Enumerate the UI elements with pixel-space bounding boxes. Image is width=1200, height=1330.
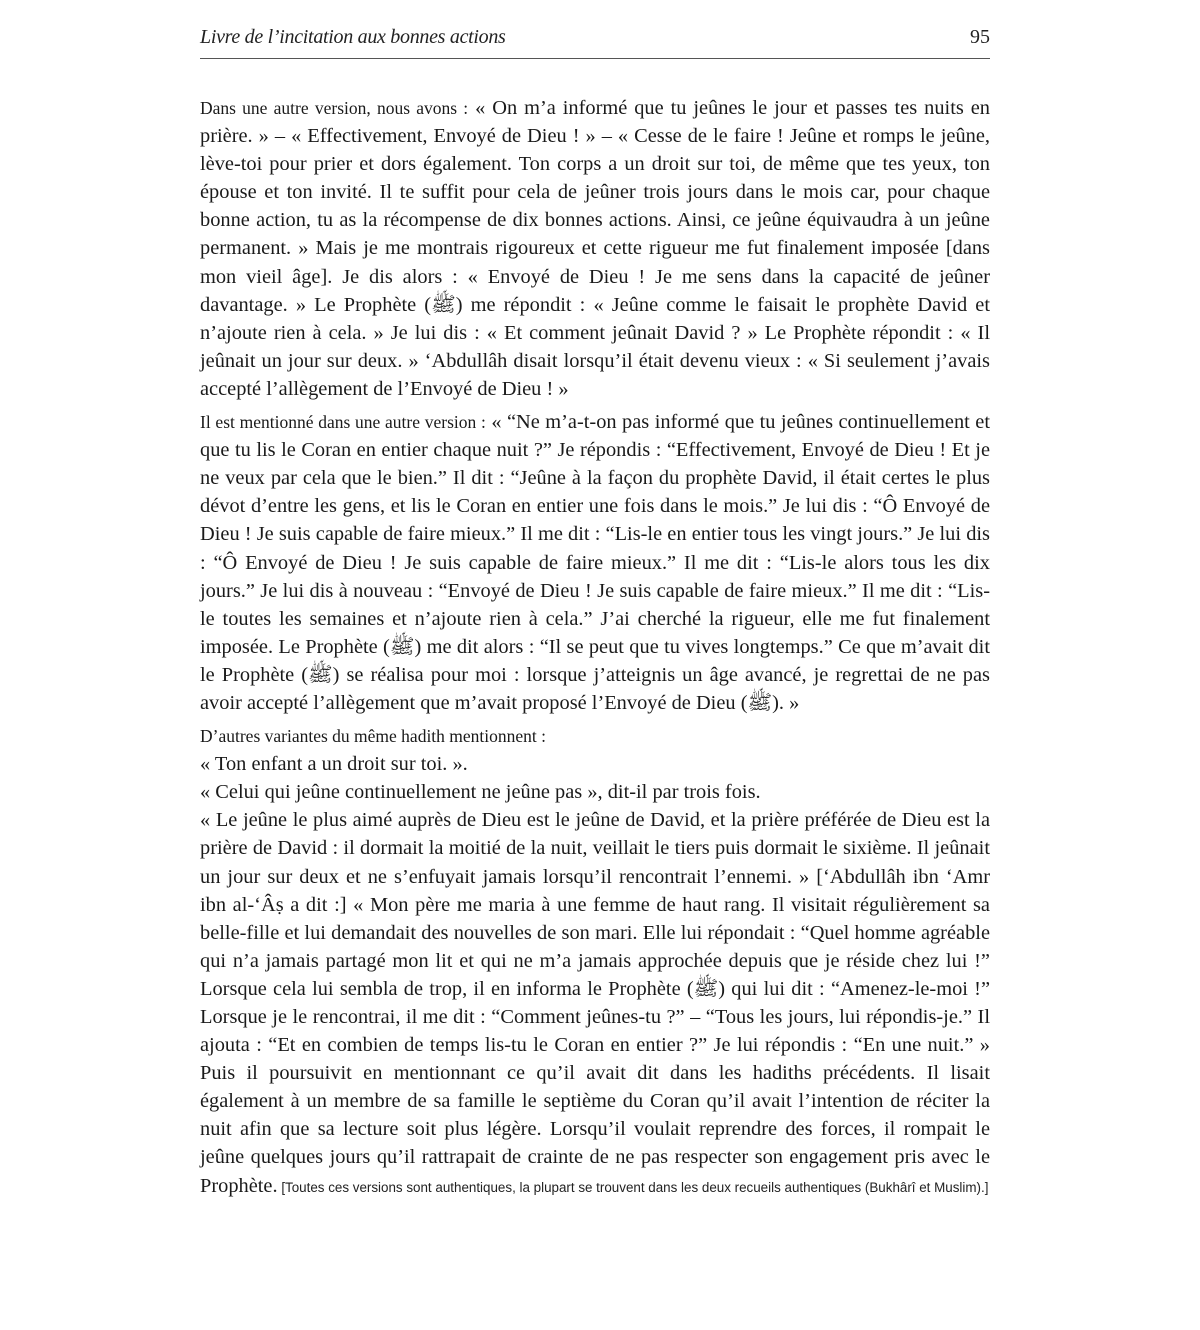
paragraph-variants-intro: [200, 722, 990, 750]
paragraph-text: « Celui qui jeûne continuellement ne jeûne pas », dit-il par trois fois.: [200, 781, 761, 804]
paragraph-text: « “Ne m’a-t-on pas informé que tu jeûnes continuellement et que tu lis le Coran en entier chaque nuit ?” Je répondis : “Effectivement, Envoyé de Dieu ! Et je ne veux par cela que le bien.” Il dit : “Jeûne à la façon du prophète David, il était certes le plus dévot d’entre les gens, et lis le Coran en entier une fois dans le mois.” Je lui dis : “Ô Envoyé de Dieu ! Je suis capable de faire mieux.” Il me dit : “Lis-le en entier tous les vingt jours.” Je lui dis : “Ô Envoyé de Dieu ! Je suis capable de faire mieux.” Il me dit : “Lis-le alors tous les dix jours.” Je lui dis à nouveau : “Envoyé de Dieu ! Je suis capable de faire mieux.” Il me dit : “Lis-le toutes les semaines et n’ajoute rien à cela.” J’ai cherché la rigueur, elle me fut finalement imposée. Le Prophète (ﷺ) me dit alors : “Il se peut que tu vives longtemps.” Ce que m’avait dit le Prophète (ﷺ) se réalisa pour moi : lorsque j’atteignis un âge avancé, je regrettai de ne pas avoir accepté l’allègement que m’avait proposé l’Envoyé de Dieu (ﷺ). »: [200, 411, 990, 714]
paragraph-lead: Dans une autre version, nous avons :: [200, 98, 469, 118]
authenticity-note: [Toutes ces versions sont authentiques, la plupart se trouvent dans les deux recueils authentiques (Bukhârî et Muslim).]: [277, 1179, 989, 1195]
header-rule: [200, 58, 990, 59]
paragraph-variant-continuous-fast: [200, 778, 990, 806]
page-number: 95: [970, 26, 990, 48]
body-text: [200, 94, 990, 1202]
paragraph-lead: D’autres variantes du même hadith mentionnent :: [200, 726, 547, 747]
paragraph-variant-david: [200, 806, 990, 1201]
paragraph-text: « Le jeûne le plus aimé auprès de Dieu est le jeûne de David, et la prière préférée de Dieu est la prière de David : il dormait la moitié de la nuit, veillait le tiers puis dormait le sixième. Il jeûnait un jour sur deux et ne s’enfuyait jamais lorsqu’il rencontrait l’ennemi. » [‘Abdullâh ibn ‘Amr ibn al-‘Âṣ a dit :] « Mon père me maria à une femme de haut rang. Il visitait régulièrement sa belle-fille et lui demandait des nouvelles de son mari. Elle lui répondait : “Quel homme agréable qui n’a jamais partagé mon lit et qui ne m’a jamais approchée depuis que je réside chez lui !” Lorsque cela lui sembla de trop, il en informa le Prophète (ﷺ) qui lui dit : “Amenez-le-moi !” Lorsque je le rencontrai, il me dit : “Comment jeûnes-tu ?” – “Tous les jours, lui répondis-je.” Il ajouta : “Et en combien de temps lis-tu le Coran en entier ?” Je lui répondis : “En une nuit.” » Puis il poursuivit en mentionnant ce qu’il avait dit dans les hadiths précédents. Il lisait également à un membre de sa famille le septième du Coran qu’il avait l’intention de réciter la nuit afin que sa lecture soit plus légère. Lorsqu’il voulait reprendre des forces, il rompait le jeûne quelques jours qu’il rattrapait de crainte de ne pas respecter son engagement pris avec le Prophète.: [200, 809, 990, 1197]
paragraph-version-1: [200, 94, 990, 403]
paragraph-text: « Ton enfant a un droit sur toi. ».: [200, 753, 468, 776]
paragraph-text: « On m’a informé que tu jeûnes le jour et passes tes nuits en prière. » – « Effectivement, Envoyé de Dieu ! » – « Cesse de le faire ! Jeûne et romps le jeûne, lève-toi pour prier et dors également. Ton corps a un droit sur toi, de même que tes yeux, ton épouse et ton invité. Il te suffit pour cela de jeûner trois jours dans le mois car, pour chaque bonne action, tu as la récompense de dix bonnes actions. Ainsi, ce jeûne équivaudra à un jeûne permanent. » Mais je me montrais rigoureux et cette rigueur me fut finalement imposée [dans mon vieil âge]. Je dis alors : « Envoyé de Dieu ! Je me sens dans la capacité de jeûner davantage. » Le Prophète (ﷺ) me répondit : « Jeûne comme le faisait le prophète David et n’ajoute rien à cela. » Je lui dis : « Et comment jeûnait David ? » Le Prophète répondit : « Il jeûnait un jour sur deux. » ‘Abdullâh disait lorsqu’il était devenu vieux : « Si seulement j’avais accepté l’allègement de l’Envoyé de Dieu ! »: [200, 97, 990, 400]
paragraph-version-2: [200, 408, 990, 717]
running-title: Livre de l’incitation aux bonnes actions: [200, 26, 506, 48]
running-head: [200, 26, 990, 56]
paragraph-lead: Il est mentionné dans une autre version :: [200, 412, 486, 433]
paragraph-variant-child: [200, 750, 990, 778]
